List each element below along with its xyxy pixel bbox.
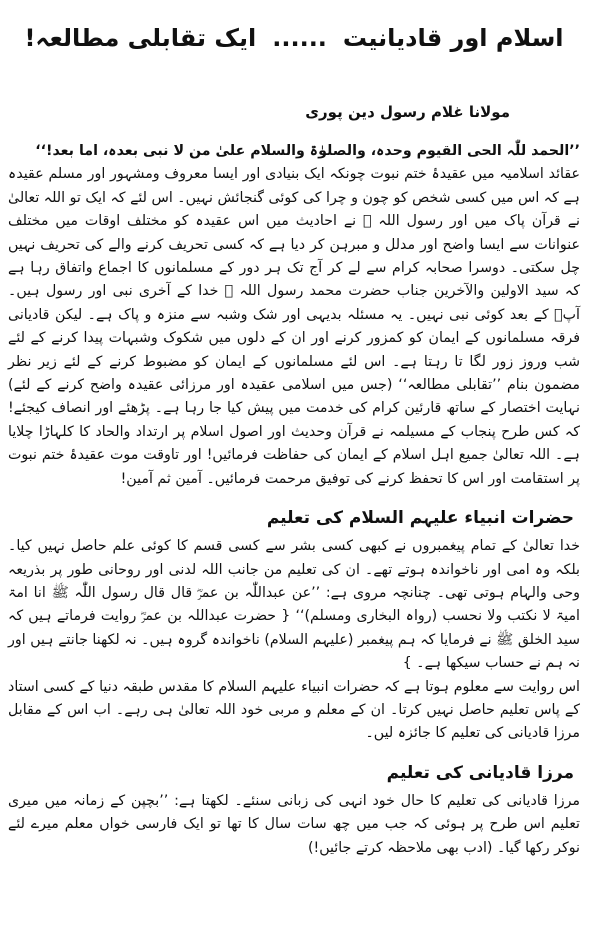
mirza-paragraph-1: مرزا قادیانی کی تعلیم کا حال خود انہی کی زبانی سنئے۔ لکھتا ہے: ’’بچپن کے زمانہ میں میری تعلیم اس طرح پر ہوئی کہ جب میں چھ سات سال کا تھا تو ایک فارسی خواں معلم میرے لئے نوکر رکھا گیا۔ (ادب بھی ملاحظہ کرتے جائیں!) <box>8 792 580 856</box>
intro-paragraph: عقائد اسلامیہ میں عقیدۂ ختم نبوت چونکہ ایک بنیادی اور ایسا معروف ومشہور اور مسلم عقیدہ ہے کہ اس میں کسی شخص کو چون و چرا کی کوئی گنجائش نہیں۔ اس لئے کہ ایک تو اللہ تعالیٰ نے قرآن پاک میں اور رسول اللہ ﷺ نے احادیث میں اس عقیدہ کو مختلف اوقات میں مختلف عنوانات سے ایسا واضح اور مدلل و مبرہن کر دیا ہے کہ کسی تحریف کرنے والے کی تحریف نہیں چل سکتی۔ دوسرا صحابہ کرام سے لے کر آج تک ہر دور کے مسلمانوں کا اجماع واتفاق رہا ہے کہ سید الاولین والآخرین جناب حضرت محمد رسول اللہ ﷺ خدا کے آخری نبی اور رسول ہیں۔ آپؐ کے بعد کوئی نبی نہیں۔ یہ مسئلہ بدیہی اور شک وشبہ سے منزہ و پاک ہے۔ لیکن قادیانی فرقہ مسلمانوں کے ایمان کو کمزور کرنے اور ان کے دلوں میں شکوک وشبہات پیدا کرنے کے لئے شب وروز زور لگا تا رہتا ہے۔ اس لئے مسلمانوں کے ایمان کو مضبوط کرنے کے لئے زیر نظر مضمون بنام ’’تقابلی مطالعہ‘‘ (جس میں اسلامی عقیدہ اور مرزائی عقیدہ واضح کرنے کے لئے) نہایت اختصار کے ساتھ قارئین کرام کی خدمت میں پیش کیا جا رہا ہے۔ پڑھئے اور انصاف کیجئے! کہ کس طرح پنجاب کے مسیلمہ نے قرآن وحدیث اور اصول اسلام پر ارتداد والحاد کا کلہاڑا چلایا ہے۔ اللہ تعالیٰ جمیع اہل اسلام کے ایمان کی حفاظت فرمائیں! اور تاوقت موت عقیدۂ ختم نبوت پر استقامت اور اس کا تحفظ کرنے کی توفیق مرحمت فرمائیں۔ آمین ثم آمین! <box>8 166 580 487</box>
title-part-1: اسلام اور قادیانیت <box>342 24 564 52</box>
section-heading-mirza-education: مرزا قادیانی کی تعلیم <box>386 762 574 783</box>
title-separator: ...... <box>272 24 327 52</box>
prophets-paragraph-1: خدا تعالیٰ کے تمام پیغمبروں نے کبھی کسی بشر سے کسی قسم کا کوئی علم حاصل نہیں کیا۔ بلکہ وہ امی اور ناخواندہ ہوتے تھے۔ ان کی تعلیم من جانب اللہ لدنی اور روحانی طور پر بذریعہ وحی والہام ہوتی تھی۔ چنانچہ مروی ہے: ’’عن عبداللّٰہ بن عمرؓ قال قال رسول اللّٰہ ﷺ انا امۃ امیۃ لا نکتب ولا نحسب (رواہ البخاری ومسلم)‘‘ { حضرت عبداللہ بن عمرؓ روایت فرماتے ہیں کہ سید الخلق ﷺ نے فرمایا کہ ہم پیغمبر (علیہم السلام) ناخواندہ گروہ ہیں۔ نہ لکھنا جانتے ہیں اور نہ ہم نے حساب سیکھا ہے۔ } <box>8 538 580 672</box>
opening-invocation: ’’الحمد للّٰہ الحی القیوم وحدہ، والصلوٰۃ والسلام علیٰ من لا نبی بعدہ، اما بعد!‘‘ <box>35 143 580 159</box>
author-name: مولانا غلام رسول دین پوری <box>305 103 510 121</box>
title-part-2: ایک تقابلی مطالعہ! <box>24 24 257 52</box>
section-heading-prophets-education: حضرات انبیاء علیہم السلام کی تعلیم <box>266 508 574 529</box>
prophets-paragraph-2: اس روایت سے معلوم ہوتا ہے کہ حضرات انبیاء علیہم السلام کا مقدس طبقہ دنیا کے کسی استاد کے پاس تعلیم حاصل نہیں کرتا۔ ان کے معلم و مربی خود اللہ تعالیٰ ہی رہے۔ اب اس کے مقابل مرزا قادیانی کی تعلیم کا جائزہ لیں۔ <box>8 678 580 742</box>
article-title <box>8 18 580 58</box>
